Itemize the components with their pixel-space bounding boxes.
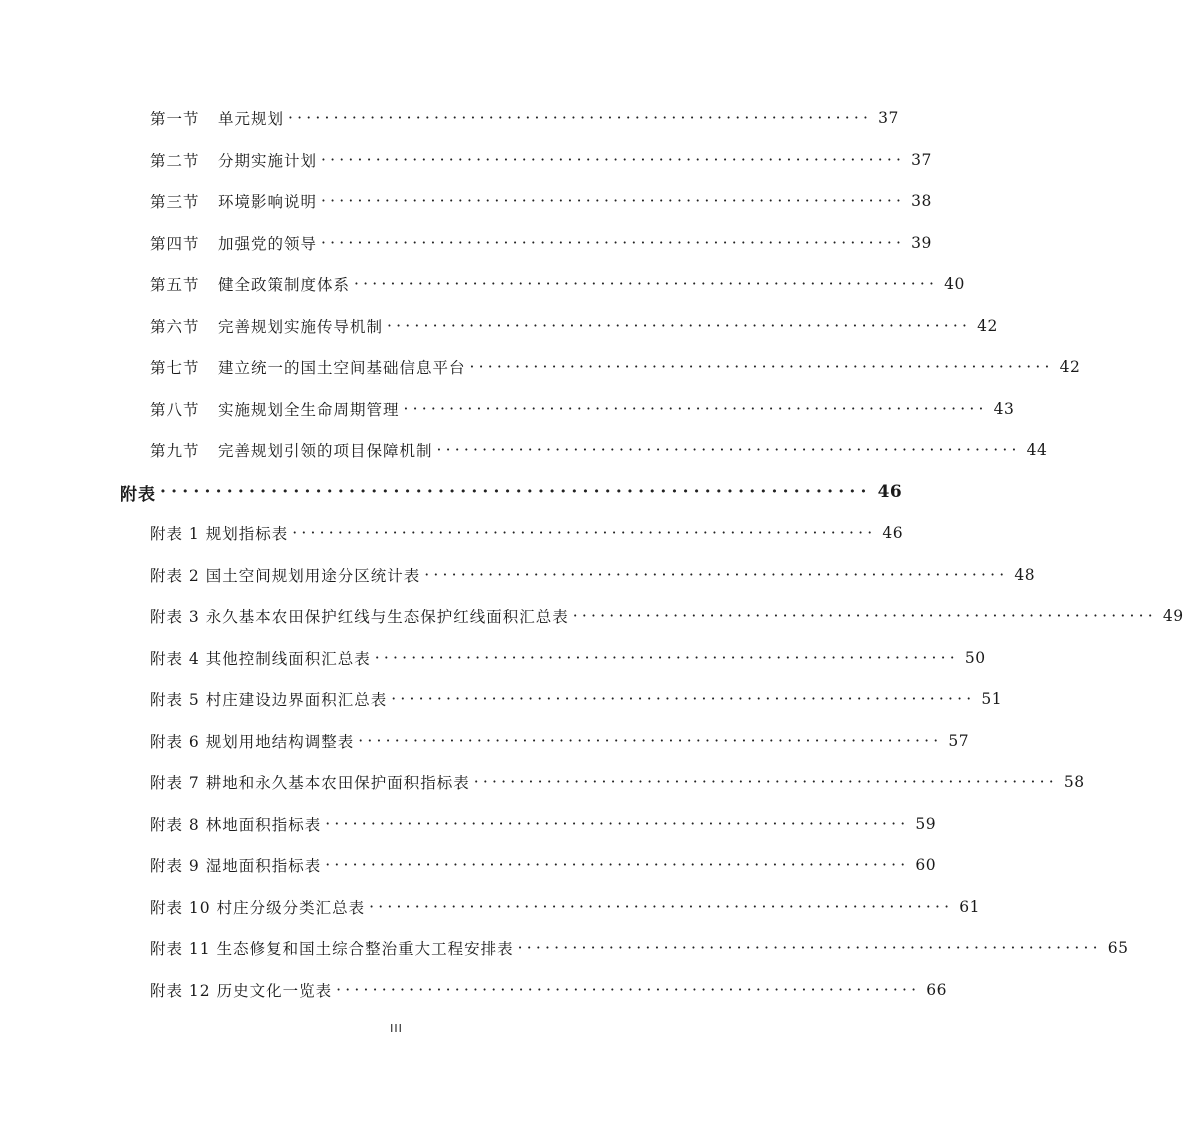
dot-leader: ································································	[325, 856, 910, 874]
section-title: 分期实施计划	[218, 152, 318, 170]
appendix-title: 附表 8 林地面积指标表	[150, 816, 322, 834]
page-footer-number: III	[390, 1022, 403, 1035]
section-number: 第七节	[150, 359, 200, 377]
toc-entry-section[interactable]	[150, 395, 1015, 423]
section-title: 完善规划实施传导机制	[218, 318, 384, 336]
appendix-title: 附表 9 湿地面积指标表	[150, 857, 322, 875]
toc-entry-appendix[interactable]	[150, 602, 1184, 630]
section-title: 环境影响说明	[218, 193, 318, 211]
dot-leader: ································································	[403, 400, 988, 418]
section-title: 实施规划全生命周期管理	[218, 401, 400, 419]
section-number: 第三节	[150, 193, 200, 211]
appendix-title: 附表 12 历史文化一览表	[150, 982, 333, 1000]
dot-leader: ································································	[374, 649, 959, 667]
dot-leader: ································································	[424, 566, 1009, 584]
dot-leader: ································································	[387, 317, 972, 335]
page-number: 50	[964, 649, 986, 667]
appendix-title: 附表 4 其他控制线面积汇总表	[150, 650, 371, 668]
toc-entry-appendix[interactable]	[150, 644, 986, 672]
toc-entry-appendix[interactable]	[150, 519, 904, 547]
section-title: 加强党的领导	[218, 235, 318, 253]
page-number: 48	[1014, 566, 1036, 584]
section-number: 第八节	[150, 401, 200, 419]
page-number: 60	[915, 856, 937, 874]
section-number: 第九节	[150, 442, 200, 460]
page-number: 49	[1162, 607, 1184, 625]
page-number: 59	[915, 815, 937, 833]
section-title: 单元规划	[218, 110, 285, 128]
page-number: 37	[878, 109, 899, 127]
dot-leader: ································································	[354, 275, 939, 293]
section-title: 健全政策制度体系	[218, 276, 351, 294]
toc-entry-appendix[interactable]	[150, 976, 947, 1004]
toc-entry-section[interactable]	[150, 270, 965, 298]
page-number: 40	[944, 275, 965, 293]
dot-leader: ································································	[369, 898, 954, 916]
toc-entry-section[interactable]	[150, 312, 998, 340]
dot-leader: ································································	[473, 773, 1058, 791]
toc-entry-appendix[interactable]	[150, 727, 970, 755]
dot-leader: ································································	[292, 524, 877, 542]
dot-leader: ································································	[517, 939, 1102, 957]
dot-leader: ································································	[160, 482, 872, 502]
toc-entry-appendix[interactable]	[150, 934, 1129, 962]
page-number: 46	[877, 482, 903, 502]
page-number: 42	[1059, 358, 1081, 376]
toc-entry-section[interactable]	[150, 353, 1081, 381]
page-number: 44	[1026, 441, 1048, 459]
dot-leader: ································································	[288, 109, 873, 127]
page-number: 65	[1107, 939, 1129, 957]
dot-leader: ································································	[325, 815, 910, 833]
appendix-title: 附表 11 生态修复和国土综合整治重大工程安排表	[150, 940, 514, 958]
section-number: 第五节	[150, 276, 200, 294]
dot-leader: ································································	[391, 690, 976, 708]
toc-entry-chapter[interactable]	[120, 478, 903, 506]
dot-leader: ································································	[336, 981, 921, 999]
dot-leader: ································································	[469, 358, 1054, 376]
appendix-title: 附表 5 村庄建设边界面积汇总表	[150, 691, 388, 709]
dot-leader: ································································	[436, 441, 1021, 459]
page-number: 38	[911, 192, 932, 210]
section-number: 第二节	[150, 152, 200, 170]
page-number: 66	[926, 981, 947, 999]
section-title: 完善规划引领的项目保障机制	[218, 442, 433, 460]
toc-entry-section[interactable]	[150, 436, 1048, 464]
dot-leader: ································································	[572, 607, 1157, 625]
page-number: 42	[977, 317, 998, 335]
page-number: 39	[911, 234, 932, 252]
toc-entry-appendix[interactable]	[150, 810, 937, 838]
toc-entry-section[interactable]	[150, 187, 932, 215]
appendix-title: 附表 2 国土空间规划用途分区统计表	[150, 567, 421, 585]
section-number: 第一节	[150, 110, 200, 128]
page-number: 43	[993, 400, 1015, 418]
appendix-title: 附表 10 村庄分级分类汇总表	[150, 899, 366, 917]
dot-leader: ································································	[358, 732, 943, 750]
section-title: 建立统一的国土空间基础信息平台	[218, 359, 466, 377]
page-number: 37	[911, 151, 932, 169]
toc-entry-section[interactable]	[150, 229, 932, 257]
appendix-title: 附表 7 耕地和永久基本农田保护面积指标表	[150, 774, 470, 792]
toc-entry-appendix[interactable]	[150, 768, 1085, 796]
page-number: 61	[959, 898, 980, 916]
toc-entry-appendix[interactable]	[150, 685, 1003, 713]
page-number: 58	[1063, 773, 1085, 791]
section-number: 第六节	[150, 318, 200, 336]
toc-entry-section[interactable]	[150, 146, 932, 174]
page-number: 51	[981, 690, 1003, 708]
page-number: 57	[948, 732, 970, 750]
toc-entry-section[interactable]	[150, 104, 899, 132]
toc-entry-appendix[interactable]	[150, 851, 937, 879]
chapter-title: 附表	[120, 484, 156, 505]
appendix-title: 附表 1 规划指标表	[150, 525, 289, 543]
appendix-title: 附表 6 规划用地结构调整表	[150, 733, 355, 751]
toc-entry-appendix[interactable]	[150, 561, 1036, 589]
dot-leader: ································································	[321, 192, 906, 210]
dot-leader: ································································	[321, 234, 906, 252]
toc-entry-appendix[interactable]	[150, 893, 980, 921]
page-number: 46	[882, 524, 904, 542]
section-number: 第四节	[150, 235, 200, 253]
dot-leader: ································································	[321, 151, 906, 169]
appendix-title: 附表 3 永久基本农田保护红线与生态保护红线面积汇总表	[150, 608, 569, 626]
